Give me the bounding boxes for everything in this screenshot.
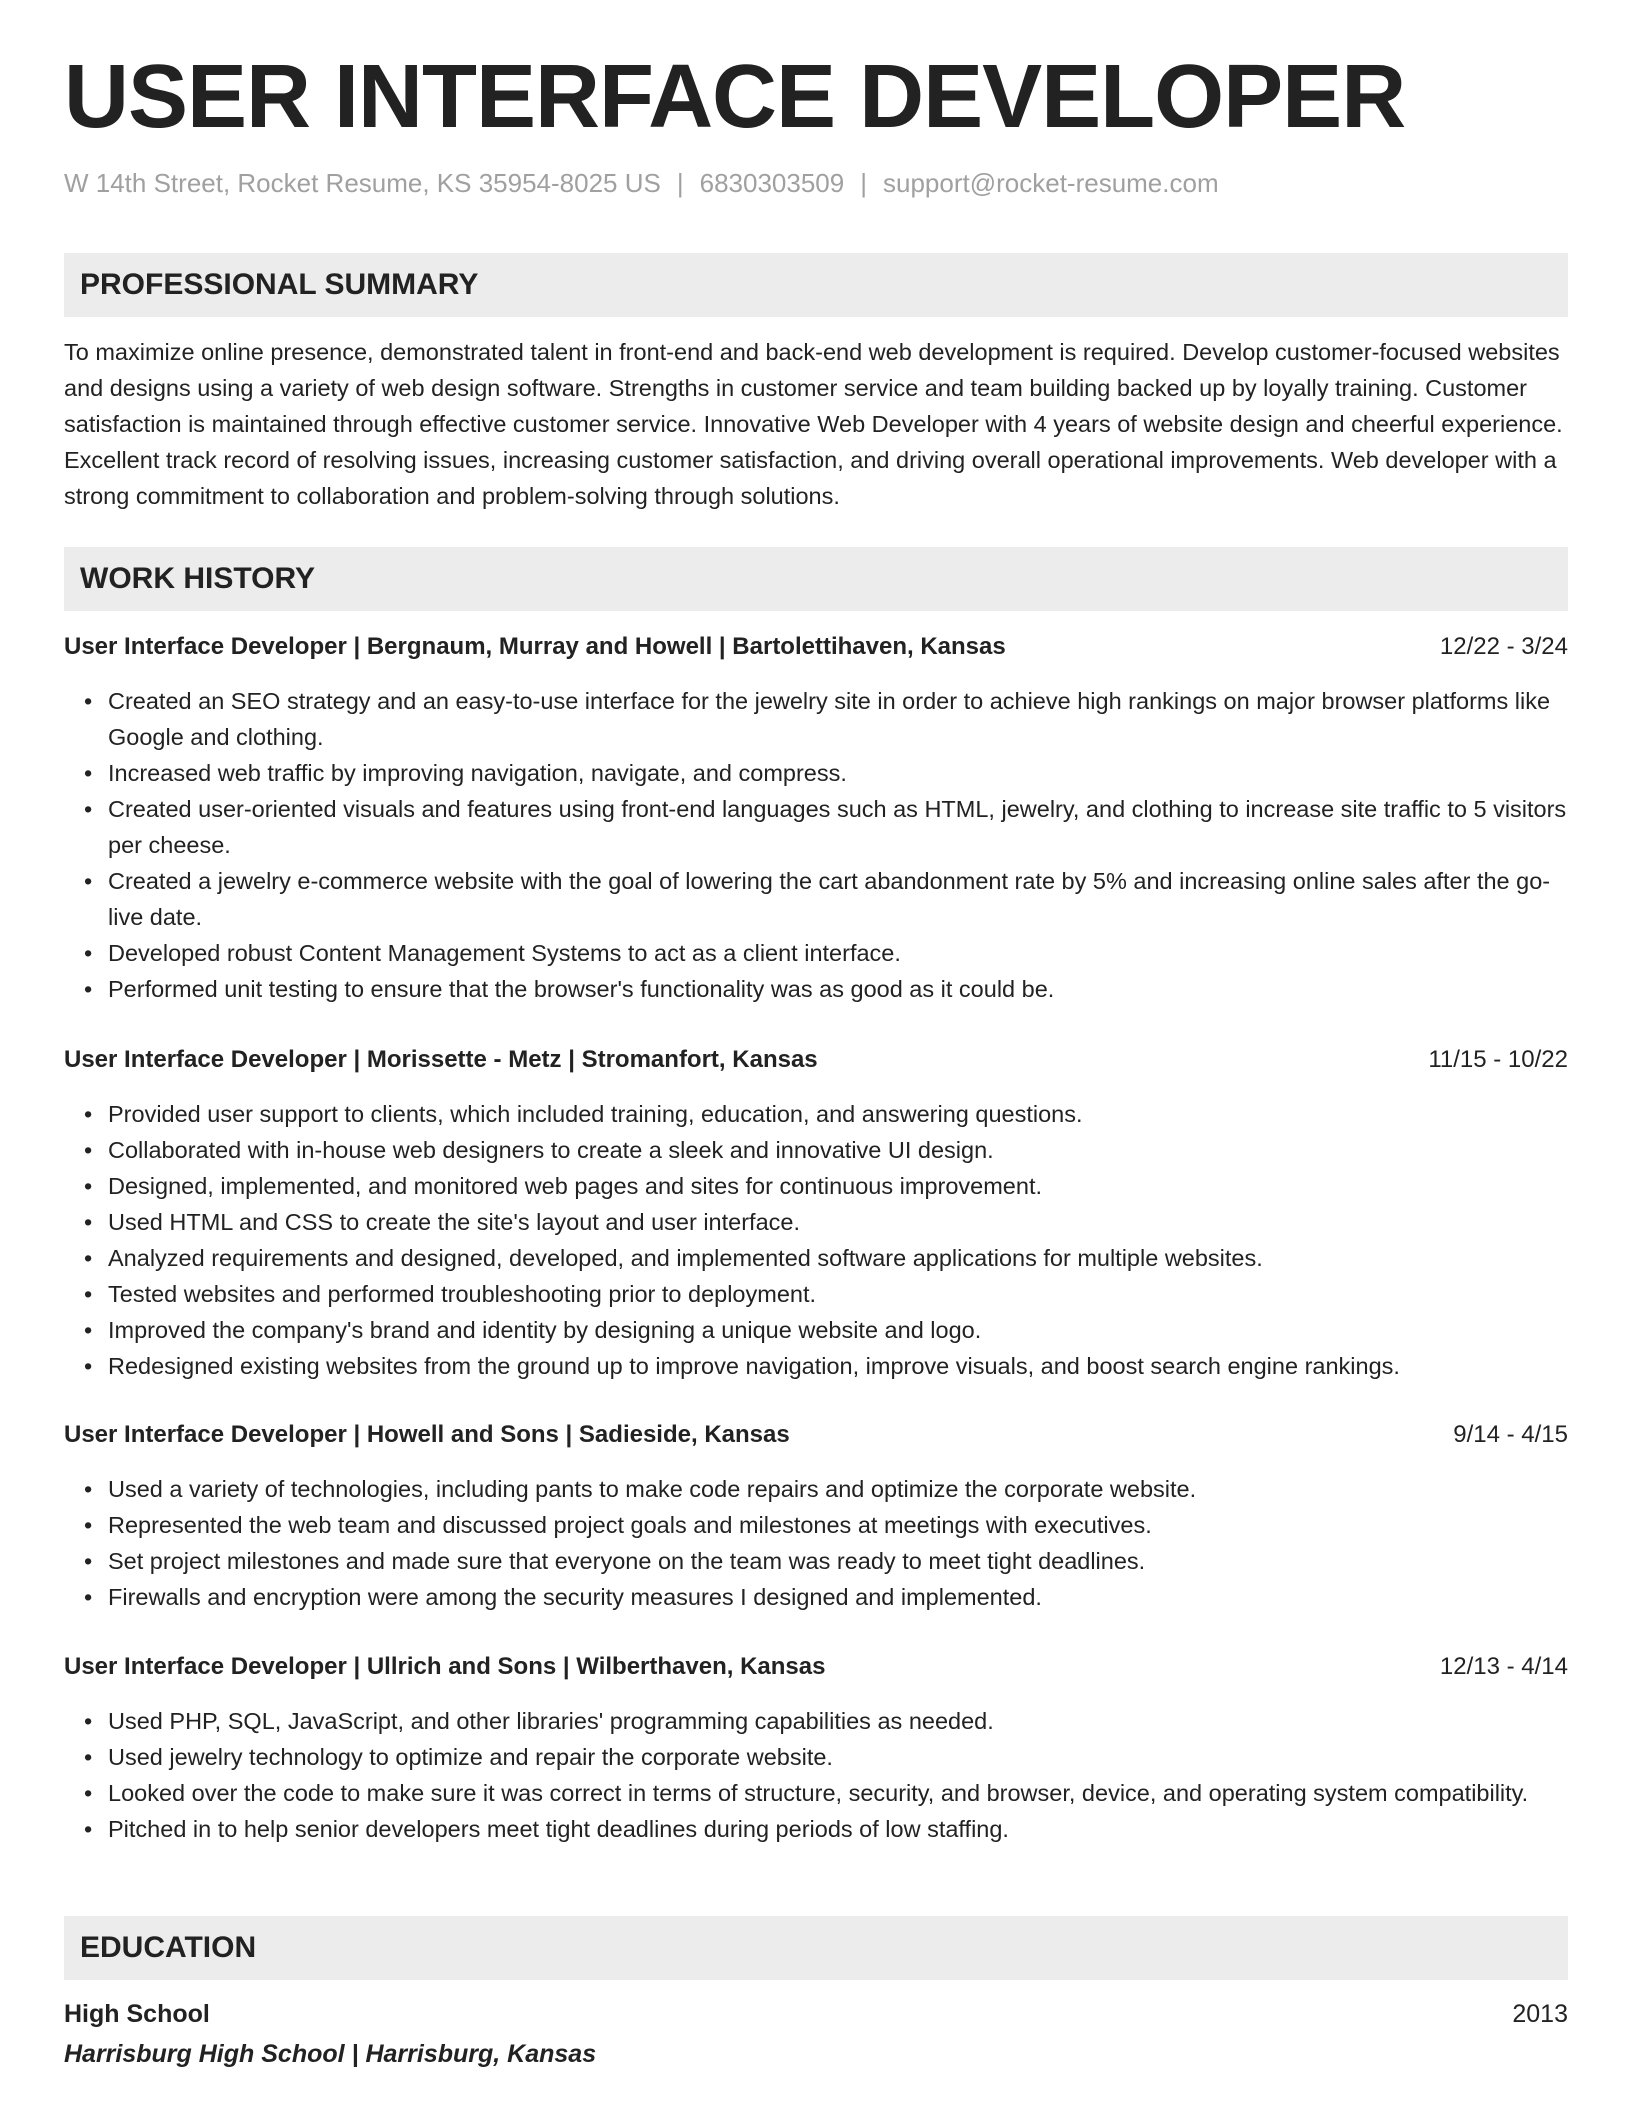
- job-bullet: • Analyzed requirements and designed, developed, and implemented software applications for multiple websites.: [108, 1240, 1568, 1276]
- job-bullet: • Increased web traffic by improving navigation, navigate, and compress.: [108, 755, 1568, 791]
- job-dates: 9/14 - 4/15: [1453, 1421, 1568, 1448]
- resume-name: USER INTERFACE DEVELOPER: [64, 47, 1406, 147]
- job-bullet: • Created user-oriented visuals and features using front-end languages such as HTML, jewelry, and clothing to increase site traffic to 5 visitors per cheese.: [108, 791, 1568, 863]
- job-bullet: • Performed unit testing to ensure that the browser's functionality was as good as it could be.: [108, 971, 1568, 1007]
- education-school: Harrisburg High School | Harrisburg, Kansas: [64, 2040, 597, 2068]
- job-bullet: • Used a variety of technologies, including pants to make code repairs and optimize the corporate website.: [108, 1471, 1568, 1507]
- job-bullet: • Created a jewelry e-commerce website with the goal of lowering the cart abandonment rate by 5% and increasing online sales after the go-live date.: [108, 863, 1568, 935]
- job-bullet: • Developed robust Content Management Systems to act as a client interface.: [108, 935, 1568, 971]
- contact-separator: |: [860, 168, 867, 198]
- job-bullet: • Designed, implemented, and monitored web pages and sites for continuous improvement.: [108, 1168, 1568, 1204]
- contact-phone: 6830303509: [699, 168, 845, 198]
- job-bullet: • Redesigned existing websites from the ground up to improve navigation, improve visuals, and boost search engine rankings.: [108, 1348, 1568, 1384]
- job-title: User Interface Developer | Howell and Sons | Sadieside, Kansas: [64, 1421, 790, 1448]
- job-bullet: • Looked over the code to make sure it was correct in terms of structure, security, and browser, device, and operating system compatibility.: [108, 1775, 1568, 1811]
- contact-line: [64, 168, 1219, 199]
- job-entry-4: [64, 1649, 1568, 1847]
- job-bullets: [64, 683, 1568, 1007]
- education-header: [64, 1994, 1568, 2034]
- section-heading: WORK HISTORY: [80, 562, 316, 595]
- section-heading: PROFESSIONAL SUMMARY: [80, 268, 479, 301]
- job-title: User Interface Developer | Bergnaum, Murray and Howell | Bartolettihaven, Kansas: [64, 633, 1006, 660]
- section-heading: EDUCATION: [80, 1931, 257, 1964]
- job-bullets: [64, 1471, 1568, 1615]
- job-header: [64, 1649, 1568, 1685]
- job-bullet: • Used HTML and CSS to create the site's layout and user interface.: [108, 1204, 1568, 1240]
- job-dates: 12/13 - 4/14: [1439, 1653, 1568, 1680]
- contact-address: W 14th Street, Rocket Resume, KS 35954-8025 US: [64, 168, 661, 198]
- job-entry-2: [64, 1042, 1568, 1384]
- job-entry-3: [64, 1417, 1568, 1615]
- job-bullet: • Set project milestones and made sure that everyone on the team was ready to meet tight deadlines.: [108, 1543, 1568, 1579]
- job-bullet: • Represented the web team and discussed project goals and milestones at meetings with executives.: [108, 1507, 1568, 1543]
- education-entry: [64, 1994, 1568, 2074]
- contact-separator: |: [676, 168, 684, 198]
- job-header: [64, 629, 1568, 665]
- job-bullets: [64, 1703, 1568, 1847]
- summary-paragraph: To maximize online presence, demonstrated talent in front-end and back-end web development is required. Develop customer-focused websites and designs using a variety of web design software. Strengths in customer service and team building backed up by loyally training. Customer satisfaction is maintained through effective customer service. Innovative Web Developer with 4 years of website design and cheerful experience. Excellent track record of resolving issues, increasing customer satisfaction, and driving overall operational improvements. Web developer with a strong commitment to collaboration and problem-solving through solutions.: [64, 339, 1563, 509]
- education-year: 2013: [1512, 2000, 1568, 2028]
- job-dates: 11/15 - 10/22: [1428, 1046, 1568, 1073]
- job-title: User Interface Developer | Ullrich and Sons | Wilberthaven, Kansas: [64, 1653, 826, 1680]
- job-bullet: • Created an SEO strategy and an easy-to-use interface for the jewelry site in order to achieve high rankings on major browser platforms like Google and clothing.: [108, 683, 1568, 755]
- job-bullet: • Pitched in to help senior developers meet tight deadlines during periods of low staffing.: [108, 1811, 1568, 1847]
- job-bullet: • Provided user support to clients, which included training, education, and answering questions.: [108, 1096, 1568, 1132]
- job-bullets: [64, 1096, 1568, 1384]
- job-title: User Interface Developer | Morissette - Metz | Stromanfort, Kansas: [64, 1046, 818, 1073]
- job-bullet: • Improved the company's brand and identity by designing a unique website and logo.: [108, 1312, 1568, 1348]
- job-header: [64, 1417, 1568, 1453]
- job-bullet: • Firewalls and encryption were among the security measures I designed and implemented.: [108, 1579, 1568, 1615]
- contact-email: support@rocket-resume.com: [883, 168, 1219, 198]
- job-header: [64, 1042, 1568, 1078]
- job-bullet: • Used PHP, SQL, JavaScript, and other libraries' programming capabilities as needed.: [108, 1703, 1568, 1739]
- section-work-history: [64, 547, 1568, 611]
- section-professional-summary: [64, 253, 1568, 317]
- education-degree: High School: [64, 2000, 210, 2028]
- section-education: [64, 1916, 1568, 1980]
- job-entry-1: [64, 629, 1568, 1007]
- job-bullet: • Collaborated with in-house web designers to create a sleek and innovative UI design.: [108, 1132, 1568, 1168]
- job-dates: 12/22 - 3/24: [1439, 633, 1568, 660]
- job-bullet: • Tested websites and performed troubleshooting prior to deployment.: [108, 1276, 1568, 1312]
- job-bullet: • Used jewelry technology to optimize and repair the corporate website.: [108, 1739, 1568, 1775]
